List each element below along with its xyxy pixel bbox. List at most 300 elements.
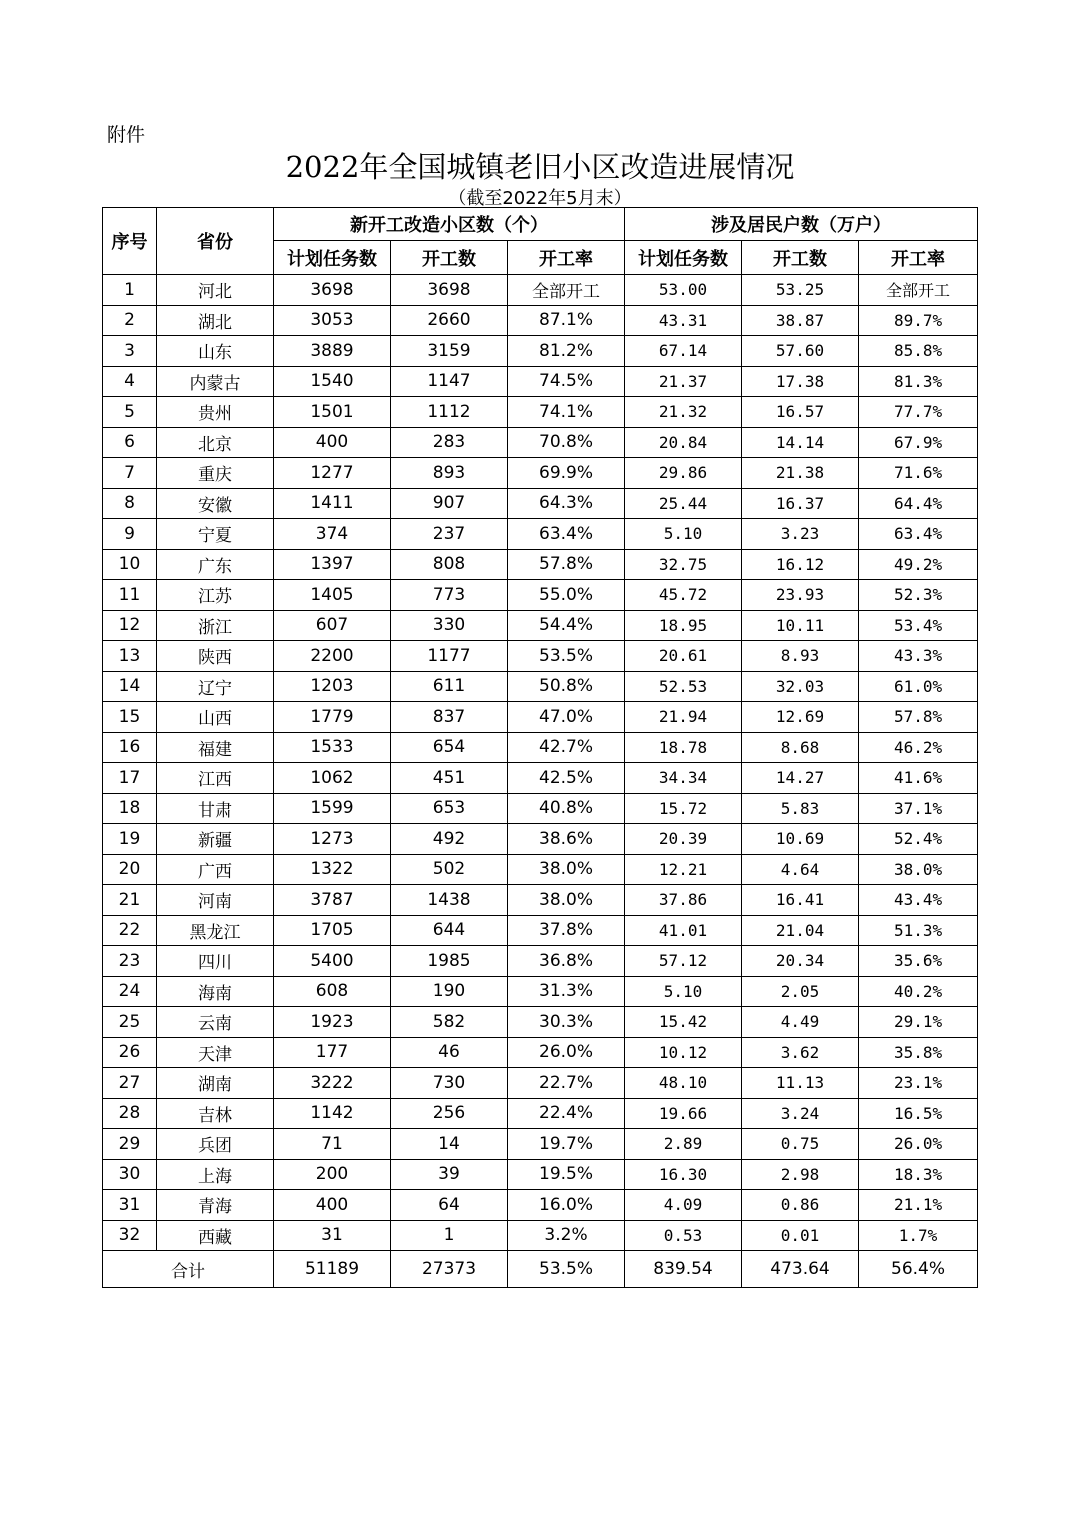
cell-communities-plan: 200	[274, 1159, 391, 1190]
cell-communities-started: 808	[391, 549, 508, 580]
cell-households-plan: 10.12	[625, 1037, 742, 1068]
cell-communities-rate: 55.0%	[508, 580, 625, 611]
cell-index: 13	[103, 641, 157, 672]
cell-communities-started: 730	[391, 1068, 508, 1099]
cell-households-rate: 21.1%	[859, 1190, 978, 1221]
cell-households-started: 16.41	[742, 885, 859, 916]
cell-communities-plan: 1405	[274, 580, 391, 611]
cell-communities-plan: 1397	[274, 549, 391, 580]
progress-table	[102, 207, 978, 1288]
cell-households-started: 3.24	[742, 1098, 859, 1129]
cell-households-started: 3.62	[742, 1037, 859, 1068]
table-row	[103, 732, 978, 763]
table-header-row	[103, 208, 978, 241]
cell-households-plan: 20.61	[625, 641, 742, 672]
document-title: 2022年全国城镇老旧小区改造进展情况	[285, 150, 795, 184]
cell-communities-started: 893	[391, 458, 508, 489]
cell-communities-started: 3698	[391, 275, 508, 306]
table-row	[103, 305, 978, 336]
cell-province: 上海	[157, 1159, 274, 1190]
table-row	[103, 793, 978, 824]
cell-province: 宁夏	[157, 519, 274, 550]
document-subtitle: （截至2022年5月末）	[448, 188, 632, 209]
cell-index: 9	[103, 519, 157, 550]
cell-communities-plan: 177	[274, 1037, 391, 1068]
cell-index: 26	[103, 1037, 157, 1068]
cell-province: 北京	[157, 427, 274, 458]
cell-households-started: 2.05	[742, 976, 859, 1007]
table-row	[103, 1098, 978, 1129]
cell-communities-plan: 5400	[274, 946, 391, 977]
cell-province: 福建	[157, 732, 274, 763]
cell-communities-plan: 400	[274, 427, 391, 458]
cell-communities-plan: 1062	[274, 763, 391, 794]
cell-index: 20	[103, 854, 157, 885]
cell-households-started: 21.04	[742, 915, 859, 946]
cell-communities-rate: 38.0%	[508, 885, 625, 916]
cell-households-rate: 1.7%	[859, 1220, 978, 1251]
cell-province: 河南	[157, 885, 274, 916]
cell-households-started: 17.38	[742, 366, 859, 397]
cell-households-rate: 51.3%	[859, 915, 978, 946]
cell-communities-rate: 38.6%	[508, 824, 625, 855]
cell-province: 山东	[157, 336, 274, 367]
cell-province: 湖北	[157, 305, 274, 336]
cell-communities-plan: 1322	[274, 854, 391, 885]
cell-index: 10	[103, 549, 157, 580]
cell-households-rate: 40.2%	[859, 976, 978, 1007]
cell-households-rate: 85.8%	[859, 336, 978, 367]
cell-households-rate: 29.1%	[859, 1007, 978, 1038]
cell-households-started: 3.23	[742, 519, 859, 550]
cell-province: 贵州	[157, 397, 274, 428]
cell-province: 江西	[157, 763, 274, 794]
table-row	[103, 488, 978, 519]
cell-province: 江苏	[157, 580, 274, 611]
cell-province: 河北	[157, 275, 274, 306]
cell-households-rate: 49.2%	[859, 549, 978, 580]
cell-index: 18	[103, 793, 157, 824]
table-row	[103, 336, 978, 367]
cell-households-rate: 41.6%	[859, 763, 978, 794]
cell-communities-rate: 26.0%	[508, 1037, 625, 1068]
cell-communities-started: 451	[391, 763, 508, 794]
cell-province: 四川	[157, 946, 274, 977]
table-row	[103, 397, 978, 428]
cell-households-plan: 52.53	[625, 671, 742, 702]
cell-households-rate: 全部开工	[859, 275, 978, 306]
cell-households-rate: 43.3%	[859, 641, 978, 672]
cell-households-rate: 81.3%	[859, 366, 978, 397]
cell-province: 浙江	[157, 610, 274, 641]
cell-households-rate: 43.4%	[859, 885, 978, 916]
cell-province: 重庆	[157, 458, 274, 489]
cell-index: 19	[103, 824, 157, 855]
total-row	[103, 1251, 978, 1288]
cell-households-plan: 20.39	[625, 824, 742, 855]
table-row	[103, 1220, 978, 1251]
cell-households-rate: 46.2%	[859, 732, 978, 763]
cell-households-started: 20.34	[742, 946, 859, 977]
cell-communities-plan: 1411	[274, 488, 391, 519]
cell-households-started: 0.75	[742, 1129, 859, 1160]
cell-province: 兵团	[157, 1129, 274, 1160]
header-province: 省份	[157, 208, 274, 275]
cell-households-plan: 21.32	[625, 397, 742, 428]
cell-province: 西藏	[157, 1220, 274, 1251]
cell-households-rate: 77.7%	[859, 397, 978, 428]
cell-households-plan: 5.10	[625, 519, 742, 550]
table-row	[103, 671, 978, 702]
cell-communities-plan: 1540	[274, 366, 391, 397]
cell-communities-rate: 19.5%	[508, 1159, 625, 1190]
cell-households-plan: 25.44	[625, 488, 742, 519]
cell-households-plan: 29.86	[625, 458, 742, 489]
cell-households-started: 10.11	[742, 610, 859, 641]
cell-households-started: 11.13	[742, 1068, 859, 1099]
cell-households-started: 57.60	[742, 336, 859, 367]
cell-communities-started: 1177	[391, 641, 508, 672]
cell-communities-plan: 2200	[274, 641, 391, 672]
table-row	[103, 946, 978, 977]
cell-communities-rate: 36.8%	[508, 946, 625, 977]
total-cell: 839.54	[625, 1251, 742, 1288]
table-row	[103, 1007, 978, 1038]
cell-households-rate: 63.4%	[859, 519, 978, 550]
cell-households-started: 16.12	[742, 549, 859, 580]
table-row	[103, 549, 978, 580]
cell-communities-started: 644	[391, 915, 508, 946]
cell-province: 海南	[157, 976, 274, 1007]
header-communities-plan: 计划任务数	[274, 241, 391, 275]
cell-index: 16	[103, 732, 157, 763]
cell-index: 23	[103, 946, 157, 977]
cell-province: 广西	[157, 854, 274, 885]
cell-communities-started: 14	[391, 1129, 508, 1160]
cell-communities-plan: 1501	[274, 397, 391, 428]
cell-communities-rate: 64.3%	[508, 488, 625, 519]
cell-households-plan: 21.37	[625, 366, 742, 397]
cell-index: 29	[103, 1129, 157, 1160]
cell-communities-rate: 全部开工	[508, 275, 625, 306]
cell-communities-rate: 69.9%	[508, 458, 625, 489]
cell-households-plan: 57.12	[625, 946, 742, 977]
cell-communities-started: 654	[391, 732, 508, 763]
cell-index: 25	[103, 1007, 157, 1038]
total-cell: 27373	[391, 1251, 508, 1288]
cell-communities-started: 64	[391, 1190, 508, 1221]
header-communities-started: 开工数	[391, 241, 508, 275]
cell-communities-rate: 42.7%	[508, 732, 625, 763]
cell-households-plan: 32.75	[625, 549, 742, 580]
cell-communities-rate: 54.4%	[508, 610, 625, 641]
cell-households-started: 16.37	[742, 488, 859, 519]
cell-communities-rate: 19.7%	[508, 1129, 625, 1160]
header-households-plan: 计划任务数	[625, 241, 742, 275]
cell-communities-plan: 31	[274, 1220, 391, 1251]
cell-households-rate: 18.3%	[859, 1159, 978, 1190]
cell-households-plan: 20.84	[625, 427, 742, 458]
cell-households-started: 2.98	[742, 1159, 859, 1190]
cell-communities-plan: 1705	[274, 915, 391, 946]
cell-index: 30	[103, 1159, 157, 1190]
cell-communities-started: 1438	[391, 885, 508, 916]
cell-communities-plan: 3053	[274, 305, 391, 336]
table-row	[103, 427, 978, 458]
cell-province: 内蒙古	[157, 366, 274, 397]
cell-index: 28	[103, 1098, 157, 1129]
cell-households-started: 14.14	[742, 427, 859, 458]
table-row	[103, 854, 978, 885]
cell-province: 安徽	[157, 488, 274, 519]
cell-communities-rate: 87.1%	[508, 305, 625, 336]
header-households-rate: 开工率	[859, 241, 978, 275]
cell-communities-started: 330	[391, 610, 508, 641]
cell-province: 广东	[157, 549, 274, 580]
cell-households-rate: 71.6%	[859, 458, 978, 489]
cell-households-started: 21.38	[742, 458, 859, 489]
cell-households-plan: 19.66	[625, 1098, 742, 1129]
cell-households-plan: 12.21	[625, 854, 742, 885]
cell-households-rate: 35.8%	[859, 1037, 978, 1068]
cell-households-plan: 15.42	[625, 1007, 742, 1038]
table-row	[103, 1129, 978, 1160]
cell-index: 4	[103, 366, 157, 397]
cell-province: 黑龙江	[157, 915, 274, 946]
cell-communities-started: 502	[391, 854, 508, 885]
cell-index: 2	[103, 305, 157, 336]
cell-index: 3	[103, 336, 157, 367]
cell-communities-rate: 63.4%	[508, 519, 625, 550]
cell-communities-plan: 1599	[274, 793, 391, 824]
cell-communities-rate: 37.8%	[508, 915, 625, 946]
cell-households-plan: 48.10	[625, 1068, 742, 1099]
cell-households-rate: 89.7%	[859, 305, 978, 336]
cell-province: 甘肃	[157, 793, 274, 824]
cell-communities-plan: 3787	[274, 885, 391, 916]
cell-communities-plan: 608	[274, 976, 391, 1007]
table-row	[103, 1068, 978, 1099]
cell-index: 7	[103, 458, 157, 489]
table-row	[103, 763, 978, 794]
cell-households-rate: 26.0%	[859, 1129, 978, 1160]
cell-communities-plan: 607	[274, 610, 391, 641]
cell-households-plan: 34.34	[625, 763, 742, 794]
table-row	[103, 1037, 978, 1068]
cell-communities-started: 2660	[391, 305, 508, 336]
table-row	[103, 1159, 978, 1190]
cell-households-plan: 0.53	[625, 1220, 742, 1251]
cell-communities-started: 1112	[391, 397, 508, 428]
cell-index: 6	[103, 427, 157, 458]
cell-communities-plan: 374	[274, 519, 391, 550]
table-row	[103, 915, 978, 946]
cell-province: 山西	[157, 702, 274, 733]
table-row	[103, 519, 978, 550]
cell-households-plan: 67.14	[625, 336, 742, 367]
cell-communities-rate: 22.4%	[508, 1098, 625, 1129]
cell-households-started: 5.83	[742, 793, 859, 824]
cell-communities-plan: 3889	[274, 336, 391, 367]
cell-communities-started: 611	[391, 671, 508, 702]
cell-communities-rate: 74.1%	[508, 397, 625, 428]
cell-province: 天津	[157, 1037, 274, 1068]
cell-communities-rate: 22.7%	[508, 1068, 625, 1099]
total-cell: 53.5%	[508, 1251, 625, 1288]
cell-households-rate: 53.4%	[859, 610, 978, 641]
header-communities-rate: 开工率	[508, 241, 625, 275]
cell-communities-rate: 31.3%	[508, 976, 625, 1007]
cell-households-rate: 23.1%	[859, 1068, 978, 1099]
cell-households-rate: 37.1%	[859, 793, 978, 824]
cell-index: 27	[103, 1068, 157, 1099]
cell-index: 14	[103, 671, 157, 702]
cell-province: 云南	[157, 1007, 274, 1038]
header-index: 序号	[103, 208, 157, 275]
cell-households-rate: 52.4%	[859, 824, 978, 855]
table-row	[103, 275, 978, 306]
cell-index: 1	[103, 275, 157, 306]
cell-index: 17	[103, 763, 157, 794]
cell-households-started: 32.03	[742, 671, 859, 702]
cell-households-rate: 52.3%	[859, 580, 978, 611]
cell-communities-started: 653	[391, 793, 508, 824]
cell-province: 陕西	[157, 641, 274, 672]
cell-index: 32	[103, 1220, 157, 1251]
cell-households-plan: 53.00	[625, 275, 742, 306]
header-group-households: 涉及居民户数（万户）	[625, 208, 978, 241]
cell-province: 新疆	[157, 824, 274, 855]
cell-communities-plan: 1273	[274, 824, 391, 855]
cell-index: 31	[103, 1190, 157, 1221]
cell-households-started: 53.25	[742, 275, 859, 306]
table-row	[103, 458, 978, 489]
cell-communities-started: 492	[391, 824, 508, 855]
cell-households-plan: 2.89	[625, 1129, 742, 1160]
cell-index: 11	[103, 580, 157, 611]
cell-province: 青海	[157, 1190, 274, 1221]
table-row	[103, 1190, 978, 1221]
cell-index: 24	[103, 976, 157, 1007]
cell-communities-rate: 53.5%	[508, 641, 625, 672]
table-body	[103, 275, 978, 1251]
table-row	[103, 580, 978, 611]
cell-communities-rate: 74.5%	[508, 366, 625, 397]
cell-province: 辽宁	[157, 671, 274, 702]
cell-communities-plan: 3222	[274, 1068, 391, 1099]
cell-communities-started: 46	[391, 1037, 508, 1068]
cell-province: 吉林	[157, 1098, 274, 1129]
header-group-communities: 新开工改造小区数（个）	[274, 208, 625, 241]
cell-communities-started: 773	[391, 580, 508, 611]
cell-households-plan: 18.95	[625, 610, 742, 641]
cell-communities-started: 256	[391, 1098, 508, 1129]
cell-households-plan: 4.09	[625, 1190, 742, 1221]
cell-households-plan: 16.30	[625, 1159, 742, 1190]
cell-households-started: 8.93	[742, 641, 859, 672]
table-row	[103, 976, 978, 1007]
total-cell: 473.64	[742, 1251, 859, 1288]
cell-households-plan: 18.78	[625, 732, 742, 763]
table-row	[103, 610, 978, 641]
cell-index: 21	[103, 885, 157, 916]
table-row	[103, 885, 978, 916]
cell-households-started: 16.57	[742, 397, 859, 428]
cell-communities-started: 1	[391, 1220, 508, 1251]
cell-communities-plan: 1923	[274, 1007, 391, 1038]
cell-households-started: 12.69	[742, 702, 859, 733]
cell-households-started: 4.49	[742, 1007, 859, 1038]
cell-communities-started: 582	[391, 1007, 508, 1038]
cell-communities-plan: 400	[274, 1190, 391, 1221]
total-cell: 56.4%	[859, 1251, 978, 1288]
cell-households-started: 4.64	[742, 854, 859, 885]
cell-households-rate: 16.5%	[859, 1098, 978, 1129]
header-households-started: 开工数	[742, 241, 859, 275]
cell-communities-started: 283	[391, 427, 508, 458]
cell-communities-started: 39	[391, 1159, 508, 1190]
cell-households-started: 23.93	[742, 580, 859, 611]
cell-index: 5	[103, 397, 157, 428]
cell-communities-started: 190	[391, 976, 508, 1007]
total-cell: 51189	[274, 1251, 391, 1288]
cell-households-plan: 21.94	[625, 702, 742, 733]
cell-households-started: 38.87	[742, 305, 859, 336]
cell-communities-rate: 70.8%	[508, 427, 625, 458]
cell-households-rate: 38.0%	[859, 854, 978, 885]
cell-communities-plan: 1533	[274, 732, 391, 763]
table-row	[103, 824, 978, 855]
cell-communities-plan: 1203	[274, 671, 391, 702]
cell-households-plan: 37.86	[625, 885, 742, 916]
table-row	[103, 366, 978, 397]
cell-communities-plan: 1779	[274, 702, 391, 733]
cell-households-rate: 61.0%	[859, 671, 978, 702]
cell-communities-plan: 1142	[274, 1098, 391, 1129]
cell-households-started: 10.69	[742, 824, 859, 855]
cell-households-plan: 41.01	[625, 915, 742, 946]
cell-index: 15	[103, 702, 157, 733]
cell-households-started: 14.27	[742, 763, 859, 794]
cell-households-rate: 57.8%	[859, 702, 978, 733]
cell-communities-started: 1985	[391, 946, 508, 977]
table-row	[103, 702, 978, 733]
cell-households-plan: 5.10	[625, 976, 742, 1007]
cell-households-rate: 64.4%	[859, 488, 978, 519]
attachment-label: 附件	[107, 124, 146, 146]
cell-households-started: 0.01	[742, 1220, 859, 1251]
cell-index: 22	[103, 915, 157, 946]
cell-households-rate: 67.9%	[859, 427, 978, 458]
cell-index: 8	[103, 488, 157, 519]
cell-communities-rate: 3.2%	[508, 1220, 625, 1251]
cell-province: 湖南	[157, 1068, 274, 1099]
table-row	[103, 641, 978, 672]
cell-communities-started: 1147	[391, 366, 508, 397]
cell-communities-rate: 50.8%	[508, 671, 625, 702]
cell-communities-rate: 81.2%	[508, 336, 625, 367]
cell-communities-rate: 30.3%	[508, 1007, 625, 1038]
cell-households-started: 8.68	[742, 732, 859, 763]
cell-communities-plan: 3698	[274, 275, 391, 306]
cell-communities-started: 837	[391, 702, 508, 733]
cell-communities-rate: 57.8%	[508, 549, 625, 580]
cell-communities-started: 3159	[391, 336, 508, 367]
cell-communities-rate: 47.0%	[508, 702, 625, 733]
cell-households-rate: 35.6%	[859, 946, 978, 977]
cell-communities-started: 907	[391, 488, 508, 519]
cell-communities-started: 237	[391, 519, 508, 550]
